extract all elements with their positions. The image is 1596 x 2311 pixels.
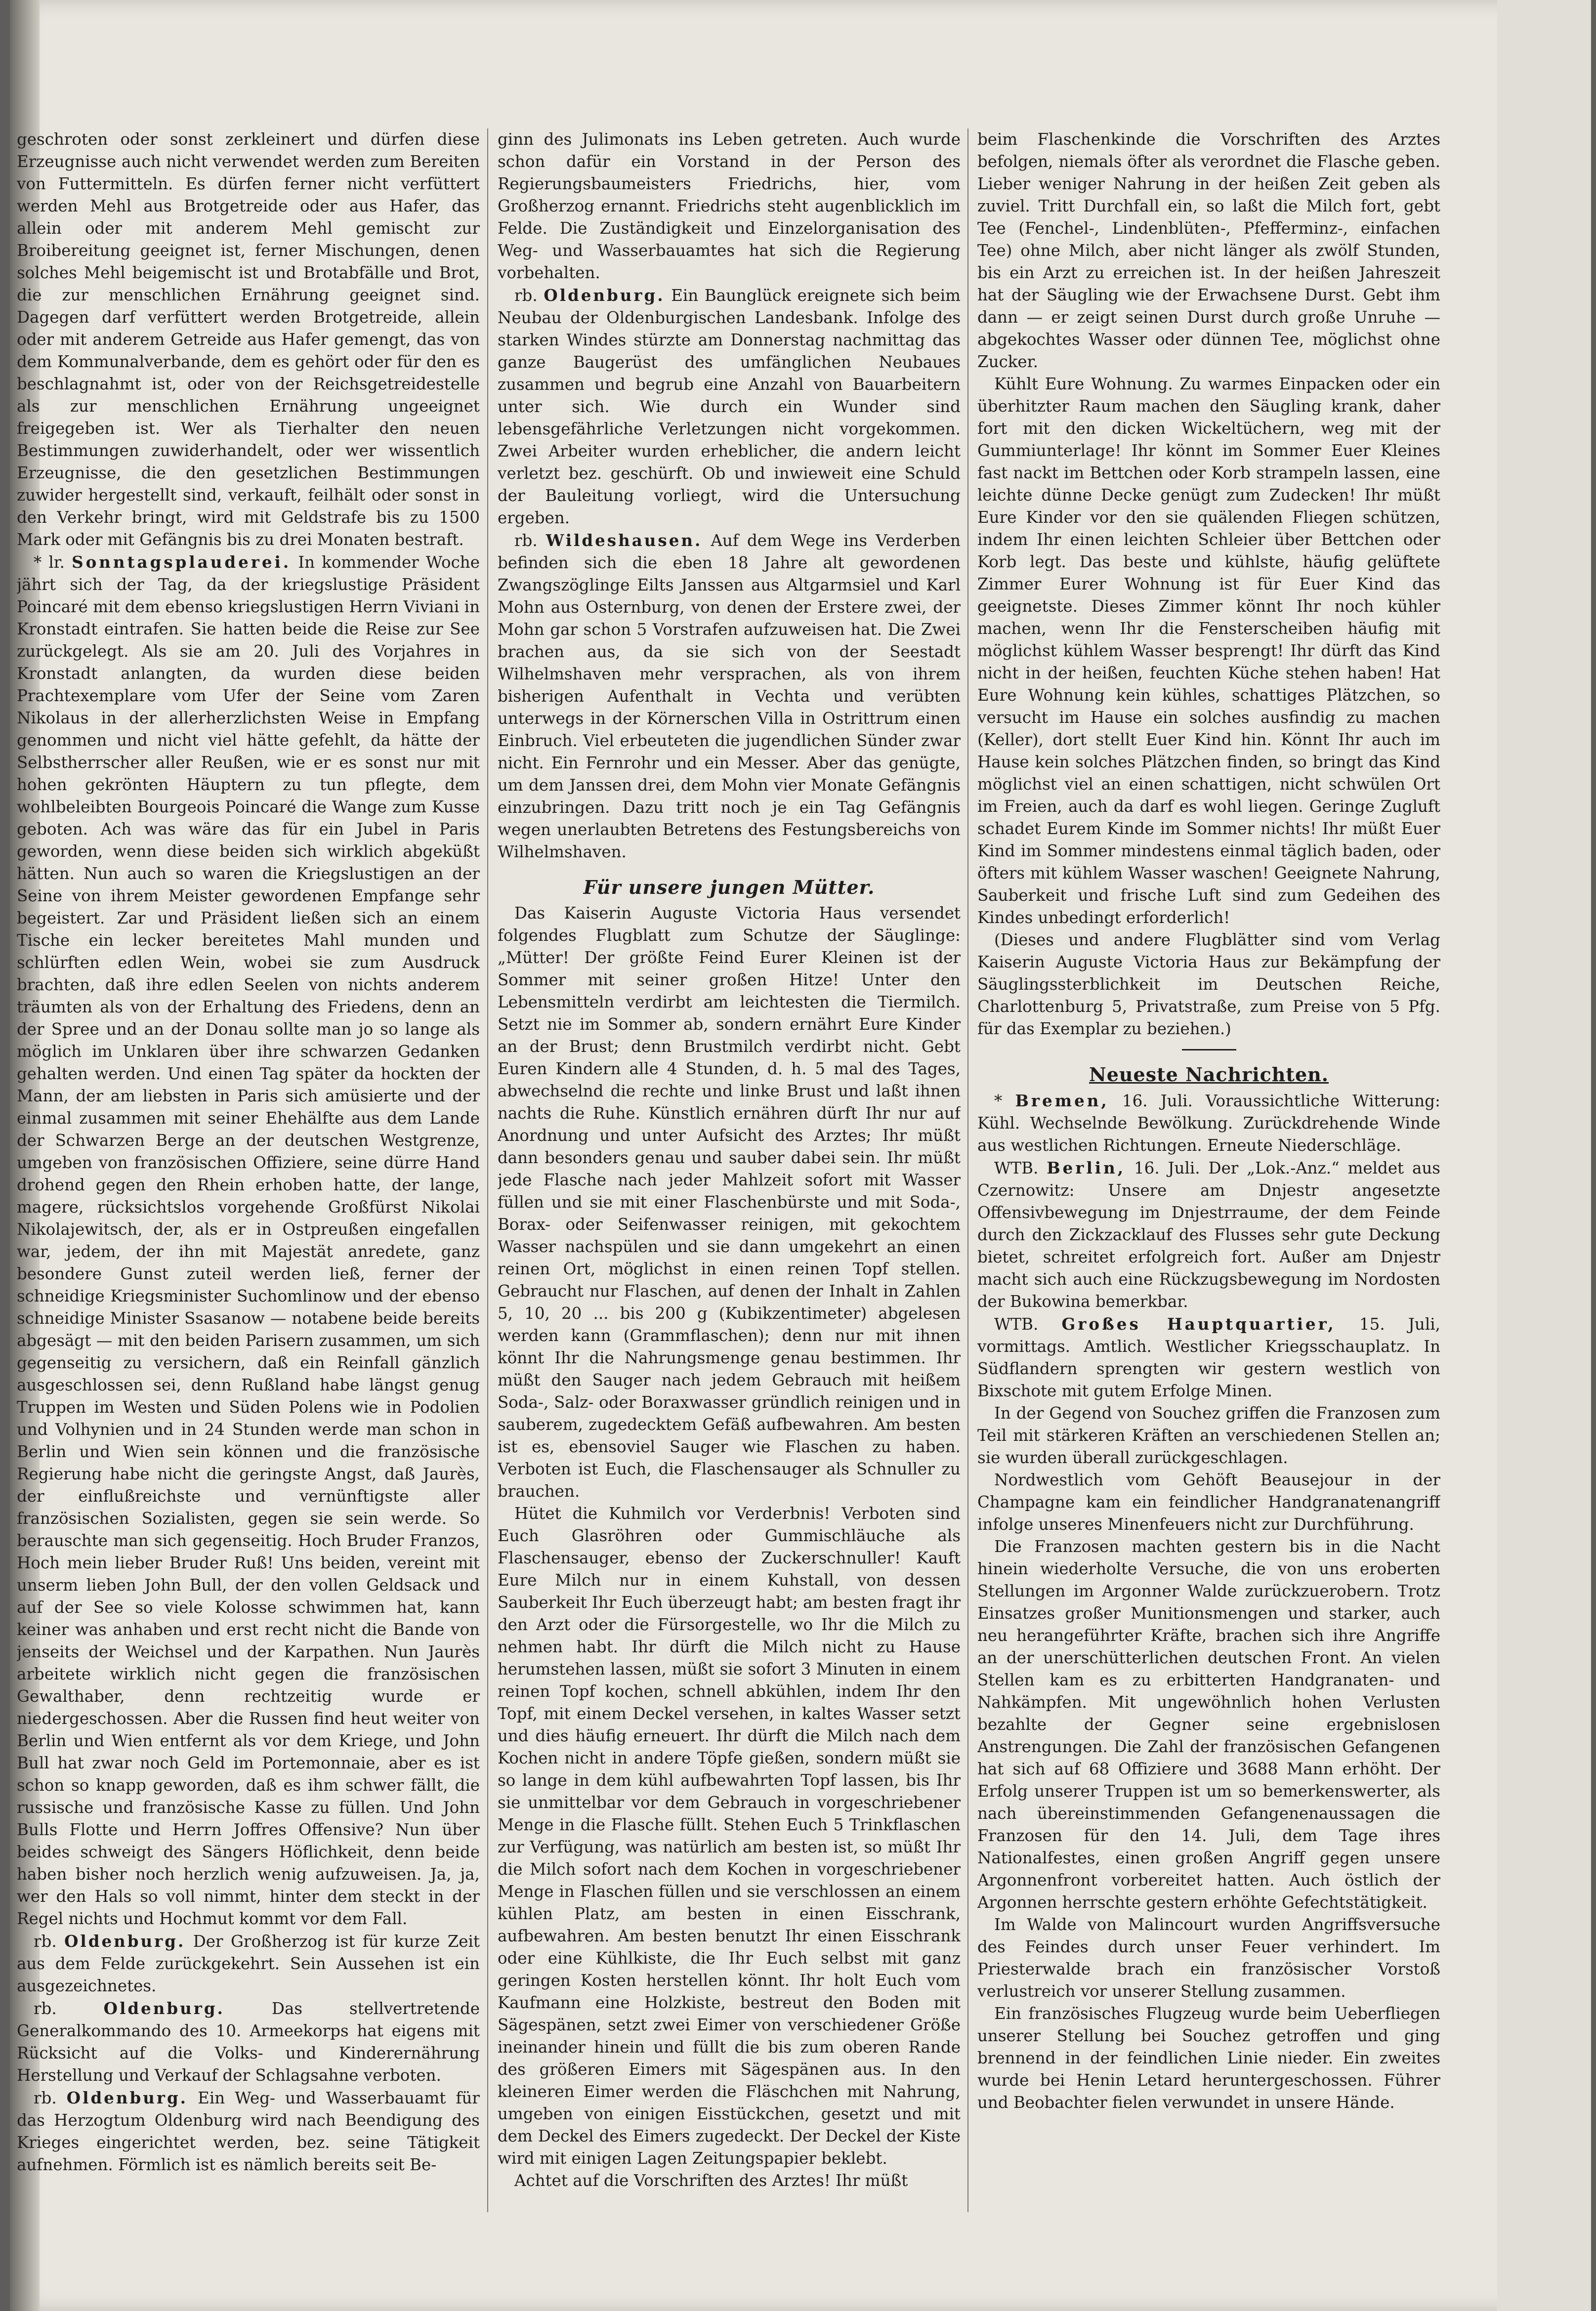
article-text: Das stellvertretende Generalkommando des 10. Armeekorps hat eigens mit Rücksicht auf die Volks- und Kinderernährung Herstellung und Verkauf der Schlagsahne verboten. [17, 1999, 480, 2085]
sender: rb. [514, 531, 538, 550]
article-text: 15. Juli, vormittags. Amtlich. Westlicher Kriegsschauplatz. In Südflandern sprengten wir gestern westlich von Bixschote mit gutem Erfolge Minen. [977, 1315, 1440, 1400]
column-2 [498, 128, 961, 2207]
article-text: Das Kaiserin Auguste Victoria Haus versendet folgendes Flugblatt zum Schutze der Säuglinge: „Mütter! Der größte Feind Eurer Kleinen ist der Sommer mit seiner großen Hitze! Unter den Lebensmitteln verdirbt am leichtesten die Tiermilch. Setzt nie im Sommer ab, sondern ernährt Eure Kinder an der Brust; denn Brustmilch verdirbt nicht. Gebt Euren Kindern alle 4 Stunden, d. h. 5 mal des Tages, abwechselnd die rechte und linke Brust und laßt ihnen nachts die Ruhe. Künstlich ernähren dürft Ihr nur auf Anordnung und unter Aufsicht des Arztes; Ihr müßt dann besonders genau und sauber dabei sein. Ihr müßt jede Flasche nach jeder Mahlzeit sofort mit Wasser füllen und sie mit einer Flaschenbürste und mit Soda-, Borax- oder Seifenwasser reinigen, mit gekochtem Wasser nachspülen und sie dann umgekehrt an einen reinen Ort, möglichst in einen reinen Topf stellen. Gebraucht nur Flaschen, auf denen der Inhalt in Zahlen 5, 10, 20 ... bis 200 g (Kubikzentimeter) abgelesen werden kann (Grammflaschen); denn nur mit ihnen könnt Ihr die Nahrungsmenge genau bestimmen. Ihr müßt den Sauger nach jedem Gebrauch mit heißem Soda-, Salz- oder Boraxwasser gründlich reinigen und in sauberem, zugedecktem Gefäß aufbewahren. Am besten ist es, ebensoviel Sauger wie Flaschen zu haben. Verboten ist Euch, die Flaschensauger als Schnuller zu brauchen. [498, 904, 961, 1501]
article-text: 16. Juli. Voraussichtliche Witterung: Kühl. Wechselnde Bewölkung. Zurückdrehende Winde aus westlichen Richtungen. Erneute Niederschläge. [977, 1092, 1440, 1155]
article [17, 2087, 480, 2176]
article-text: Auf dem Wege ins Verderben befinden sich die eben 18 Jahre alt gewordenen Zwangszöglinge Eilts Janssen aus Altgarmsiel und Karl Mohn aus Osternburg, von denen der Erstere zwei, der Mohn gar schon 5 Vorstrafen aufzuweisen hat. Die Zwei brachen aus, da sie sich von der Seestadt Wilhelmshaven mehr versprachen, als von ihrem bisherigen Aufenthalt in Vechta und verübten unterwegs in der Körnerschen Villa in Ostrittrum einen Einbruch. Viel erbeuteten die jugendlichen Sünder zwar nicht. Ein Fernrohr und ein Messer. Aber das genügte, um dem Janssen drei, dem Mohn vier Monate Gefängnis einzubringen. Dazu tritt noch je ein Tag Gefängnis wegen unerlaubten Betretens des Festungsbereichs von Wilhelmshaven. [498, 531, 961, 861]
article-text: Ein Weg- und Wasserbauamt für das Herzogtum Oldenburg wird nach Beendigung des Krieges eingerichtet werden, bez. seine Tätigkeit aufnehmen. Förmlich ist es nämlich bereits seit Be- [17, 2089, 480, 2174]
sender: * lr. [34, 553, 65, 572]
sender: WTB. [994, 1315, 1039, 1334]
sender: WTB. [994, 1159, 1039, 1177]
dateline: Berlin, [1047, 1158, 1126, 1177]
article [17, 551, 480, 1930]
article-title: Sonntagsplauderei. [72, 552, 292, 572]
article-text: Der Großherzog ist für kurze Zeit aus dem Felde zurückgekehrt. Sein Aussehen ist ein ausgezeichnetes. [17, 1932, 480, 1995]
article-text: Im Walde von Malincourt wurden Angriffsversuche des Feindes durch unser Feuer verhindert. Im Priesterwalde brach ein französischer Vorstoß verlustreich vor unserer Stellung zusammen. [977, 1915, 1440, 2001]
dateline: Oldenburg. [544, 286, 665, 305]
article-text: Kühlt Eure Wohnung. Zu warmes Einpacken oder ein überhitzter Raum machen den Säugling krank, daher fort mit den dicken Wickeltüchern, weg mit der Gummiunterlage! Ihr könnt im Sommer Euer Kleines fast nackt im Bettchen oder Korb strampeln lassen, eine leichte dünne Decke genügt zum Zudecken! Ihr müßt Eure Kinder vor den sie quälenden Fliegen schützen, indem Ihr einen leichten Schleier über Bettchen oder Korb legt. Das beste und kühlste, häufig gelüftete Zimmer Eurer Wohnung ist für Euer Kind das geeignetste. Dieses Zimmer könnt Ihr noch kühler machen, wenn Ihr die Fensterscheiben häufig mit möglichst kühlem Wasser besprengt! Ihr dürft das Kind nicht in der heißen, feuchten Küche stehen haben! Hat Eure Wohnung kein kühles, schattiges Plätzchen, so versucht im Hause ein solches ausfindig zu machen (Keller), dort stellt Euer Kind hin. Könnt Ihr auch im Hause kein solches Plätzchen finden, so bringt das Kind möglichst viel an einen schattigen, nicht schwülen Ort im Freien, auch da darf es wohl liegen. Geringe Zugluft schadet Eurem Kinde im Sommer nichts! Ihr müßt Euer Kind im Sommer mindestens einmal täglich baden, oder öfters mit kühlem Wasser waschen! Geeignete Nahrung, Sauberkeit und frische Luft sind zum Gedeihen des Kindes unbedingt erforderlich! [977, 375, 1440, 927]
article-text: geschroten oder sonst zerkleinert und dürfen diese Erzeugnisse auch nicht verwendet werden zum Bereiten von Futtermitteln. Es dürfen ferner nicht verfüttert werden Mehl aus Brotgetreide oder aus Hafer, das allein oder mit anderem Mehl gemischt zur Broibereitung geeignet ist, ferner Mischungen, denen solches Mehl beigemischt ist und Brotabfälle und Brot, die zur menschlichen Ernährung geeignet sind. Dagegen darf verfüttert werden Brotgetreide, allein oder mit anderem Getreide aus Hafer gemengt, das von dem Kommunalverbande, dem es gehört oder für den es beschlagnahmt ist, oder von der Reichsgetreidestelle als zur menschlichen Ernährung ungeeignet freigegeben ist. Wer als Tierhalter den neuen Bestimmungen zuwiderhandelt, oder wer wissentlich Erzeugnisse, die den gesetzlichen Bestimmungen zuwider hergestellt sind, verkauft, feilhält oder sonst in den Verkehr bringt, wird mit Geldstrafe bis zu 1500 Mark oder mit Gefängnis bis zu drei Monaten bestraft. [17, 130, 480, 549]
article [17, 1997, 480, 2087]
article [977, 1313, 1440, 1402]
sender: rb. [514, 286, 538, 305]
article [977, 1090, 1440, 1157]
article [498, 284, 961, 529]
newspaper-page [10, 0, 1591, 2311]
dateline: Oldenburg. [64, 1932, 186, 1951]
article [17, 1930, 480, 1997]
article-text: In kommender Woche jährt sich der Tag, da der kriegslustige Präsident Poincaré mit dem ebenso kriegslustigen Herrn Viviani in Kronstadt eintrafen. Sie hatten beide die Reise zur See zurückgelegt. Als sie am 20. Juli des Vorjahres in Kronstadt anlangten, da wurden diese beiden Prachtexemplare vom Ufer der Seine vom Zaren Nikolaus in der allerherzlichsten Weise in Empfang genommen und nicht viel hätte gefehlt, da hätte der Selbstherrscher aller Reußen, wie er es sonst nur mit hohen gekrönten Häuptern zu tun pflegte, dem wohlbeleibten Bourgeois Poincaré die Wange zum Kusse geboten. Ach was wäre das für ein Jubel in Paris geworden, wenn diese beiden sich wirklich abgeküßt hätten. Nun auch so waren die Kriegslustigen an der Seine von ihrem Meister gewordenen Empfange sehr begeistert. Zar und Präsident ließen sich an einem Tische ein lecker bereitetes Mahl munden und schlürften edlen Wein, wobei sie zum Ausdruck brachten, daß ihre edlen Seelen von nichts anderem träumten als von der Erhaltung des Friedens, denn an der Spree und an der Donau sollte man jo so lange als möglich im Unklaren über ihre schwarzen Gedanken gehalten werden. Und einen Tag später da hockten der Mann, der am liebsten in Paris sich amüsierte und der einmal zusammen mit seiner Ehehälfte aus dem Lande der Schwarzen Berge an der deutschen Westgrenze, umgeben von französischen Offiziere, seine dürre Hand drohend gegen den Rhein erhoben hatte, der lange, magere, rücksichtslos vorgehende Großfürst Nikolai Nikolajewitsch, der, als er in Ostpreußen eingefallen war, jedem, der ihn mit Majestät anredete, ganz besondere Gunst zuteil werden ließ, ferner der schneidige Kriegsminister Suchomlinow und der ebenso schneidige Minister Ssasanow — notabene beide bereits abgesägt — mit den beiden Parisern zusammen, um sich gegenseitig zu versichern, daß ein Reinfall gänzlich ausgeschlossen sei, denn Rußland habe längst genug Truppen im Westen und Süden Polens wie in Podolien und Volhynien und in 24 Stunden werde man schon in Berlin und Wien sein können und die französische Regierung habe nicht die geringste Angst, daß Jaurès, der einflußreichste und vernünftigste aller französischen Sozialisten, gegen sie sein werde. So berauschte man sich gegenseitig. Hoch Bruder Franzos, Hoch mein lieber Bruder Ruß! Uns beiden, vereint mit unserm lieben John Bull, der den vollen Geldsack und auf der See so viele Kolosse schwimmen hat, kann keiner was anhaben und erst recht nicht die Bande von jenseits der Weichsel und der Karpathen. Nun Jaurès arbeitete wirklich nicht gegen die französischen Gewalthaber, denn rechtzeitig wurde er niedergeschossen. Aber die Russen find heut weiter von Berlin und Wien entfernt als vor dem Kriege, und John Bull hat zwar noch Geld im Portemonnaie, aber es ist schon so knapp geworden, daß es ihm schwer fällt, die russische und französische Kasse zu füllen. Und John Bulls Flotte und Herrn Joffres Offensive? Nun über beides schweigt des Sängers Höflichkeit, denn beide haben bisher noch herzlich wenig aufzuweisen. Ja, ja, wer den Hals so voll nimmt, hinter dem steckt in der Regel nichts und Hochmut kommt vor dem Fall. [17, 553, 480, 1928]
section-heading: Für unsere jungen Mütter. [583, 876, 875, 898]
section-heading: Neueste Nachrichten. [1089, 1063, 1329, 1086]
article-text: 16. Juli. Der „Lok.-Anz.“ meldet aus Czernowitz: Unsere am Dnjestr angesetzte Offensivbewegung im Dnjestrraume, der dem Feinde durch den Zickzacklauf des Flusses sehr gute Deckung bietet, schreitet erfolgreich fort. Außer am Dnjestr macht sich auch eine Rückzugsbewegung im Nordosten der Bukowina bemerkbar. [977, 1159, 1440, 1311]
article-text: Achtet auf die Vorschriften des Arztes! Ihr müßt [514, 2171, 908, 2190]
article-text: (Dieses und andere Flugblätter sind vom Verlag Kaiserin Auguste Victoria Haus zur Bekämpfung der Säuglingssterblichkeit im Deutschen Reiche, Charlottenburg 5, Privatstraße, zum Preise von 5 Pfg. für das Exemplar zu beziehen.) [977, 930, 1440, 1038]
dateline: Oldenburg. [66, 2088, 188, 2107]
article-text: beim Flaschenkinde die Vorschriften des Arztes befolgen, niemals öfter als verordnet die Flasche geben. Lieber weniger Nahrung in der heißen Zeit geben als zuviel. Tritt Durchfall ein, so laßt die Milch fort, gebt Tee (Fenchel-, Lindenblüten-, Pfefferminz-, einfachen Tee) ohne Milch, aber nicht länger als zwölf Stunden, bis ein Arzt zu erreichen ist. In der heißen Jahreszeit hat der Säugling wie der Erwachsene Durst. Gebt ihm dann — er zeigt seinen Durst durch große Unruhe — abgekochtes Wasser oder dünnen Tee, möglichst ohne Zucker. [977, 130, 1440, 371]
sender: rb. [34, 2089, 57, 2107]
article-text: Die Franzosen machten gestern bis in die Nacht hinein wiederholte Versuche, die von uns eroberten Stellungen im Argonner Walde zurückzuerobern. Trotz Einsatzes großer Munitionsmengen und starker, auch neu herangeführter Kräfte, brachen sich ihre Angriffe an der unerschütterlichen deutschen Front. An vielen Stellen kam es zu erbitterten Handgranaten- und Nahkämpfen. Mit ungewöhnlich hohen Verlusten bezahlte der Gegner seine ergebnislosen Anstrengungen. Die Zahl der französischen Gefangenen hat sich auf 68 Offiziere und 3688 Mann erhöht. Der Erfolg unserer Truppen ist um so bemerkenswerter, als nach übereinstimmenden Gefangenenaussagen die Franzosen für den 14. Juli, dem Tage ihres Nationalfestes, einen großen Angriff gegen unsere Argonnenfront vorbereitet hatten. Auch östlich der Argonnen herrschte gestern erhöhte Gefechtstätigkeit. [977, 1537, 1440, 1912]
article-text: Nordwestlich vom Gehöft Beausejour in der Champagne kam ein feindlicher Handgranatenangriff infolge unseres Minenfeuers nicht zur Durchführung. [977, 1471, 1440, 1534]
dateline: Wildeshausen. [546, 531, 703, 550]
column-rule [967, 128, 968, 2212]
article-text: Ein französisches Flugzeug wurde beim Ueberfliegen unserer Stellung bei Souchez getroffen und ging brennend in der feindlichen Linie nieder. Ein zweites wurde bei Henin Letard heruntergeschossen. Führer und Beobachter fielen verwundet in unsere Hände. [977, 2004, 1440, 2112]
sender: * [994, 1092, 1003, 1110]
article [498, 529, 961, 863]
article [977, 1157, 1440, 1313]
dateline: Oldenburg. [103, 1999, 225, 2018]
page-margin [1497, 0, 1591, 2311]
article-text: In der Gegend von Souchez griffen die Franzosen zum Teil mit stärkeren Kräften an verschiedenen Stellen an; sie wurden überall zurückgeschlagen. [977, 1404, 1440, 1467]
article-text: ginn des Julimonats ins Leben getreten. Auch wurde schon dafür ein Vorstand in der Person des Regierungsbaumeisters Friedrichs, hier, vom Großherzog ernannt. Friedrichs steht augenblicklich im Felde. Die Zuständigkeit und Einzelorganisation des Weg- und Wasserbauamtes hat sich die Regierung vorbehalten. [498, 130, 961, 282]
column-rule [487, 128, 488, 2212]
dateline: Bremen, [1015, 1091, 1109, 1110]
dateline: Großes Hauptquartier, [1061, 1314, 1336, 1334]
section-divider [1182, 1049, 1236, 1050]
sender: rb. [34, 1932, 57, 1951]
sender: rb. [34, 1999, 57, 2018]
column-1 [17, 128, 480, 2207]
article-text: Hütet die Kuhmilch vor Verderbnis! Verboten sind Euch Glasröhren oder Gummischläuche als Flaschensauger, ebenso der Zuckerschnuller! Kauft Eure Milch nur in einem Kuhstall, von dessen Sauberkeit Ihr Euch überzeugt habt; am besten fragt ihr den Arzt oder die Fürsorgestelle, wo Ihr die Milch zu nehmen habt. Ihr dürft die Milch nicht zu Hause herumstehen lassen, müßt sie sofort 3 Minuten in einem reinen Topf kochen, schnell abkühlen, indem Ihr den Topf, mit einem Deckel versehen, in kaltes Wasser setzt und dies häufig erneuert. Ihr dürft die Milch nach dem Kochen nicht in andere Töpfe gießen, sondern müßt sie so lange in dem kühl aufbewahrten Topf lassen, bis Ihr sie unmittelbar vor dem Gebrauch in vorgeschriebener Menge in die Flasche füllt. Stehen Euch 5 Trinkflaschen zur Verfügung, was natürlich am besten ist, so müßt Ihr die Milch sofort nach dem Kochen in vorgeschriebener Menge in Flaschen füllen und sie verschlossen an einem kühlen Platz, am besten in einen Eisschrank, aufbewahren. Am besten benutzt Ihr einen Eisschrank oder eine Kühlkiste, die Ihr Euch selbst mit ganz geringen Kosten herstellen könnt. Ihr holt Euch vom Kaufmann eine Holzkiste, bestreut den Boden mit Sägespänen, setzt zwei Eimer von verschiedener Größe ineinander hinein und füllt die bis zum oberen Rande des größeren Eimers mit Sägespänen aus. In den kleineren Eimer werden die Fläschchen mit Nahrung, umgeben von einigen Eisstückchen, gesetzt und mit dem Deckel des Eimers zugedeckt. Der Deckel der Kiste wird mit einigen Lagen Zeitungspapier beklebt. [498, 1504, 961, 2168]
article-text: Ein Baunglück ereignete sich beim Neubau der Oldenburgischen Landesbank. Infolge des starken Windes stürzte am Donnerstag nachmittag das ganze Baugerüst des umfänglichen Neubaues zusammen und begrub eine Anzahl von Bauarbeitern unter sich. Wie durch ein Wunder sind lebensgefährliche Verletzungen nicht vorgekommen. Zwei Arbeiter wurden erheblicher, die andern leicht verletzt bez. geschürft. Ob und inwieweit eine Schuld der Bauleitung vorliegt, wird die Untersuchung ergeben. [498, 286, 961, 527]
column-3 [977, 128, 1440, 2207]
